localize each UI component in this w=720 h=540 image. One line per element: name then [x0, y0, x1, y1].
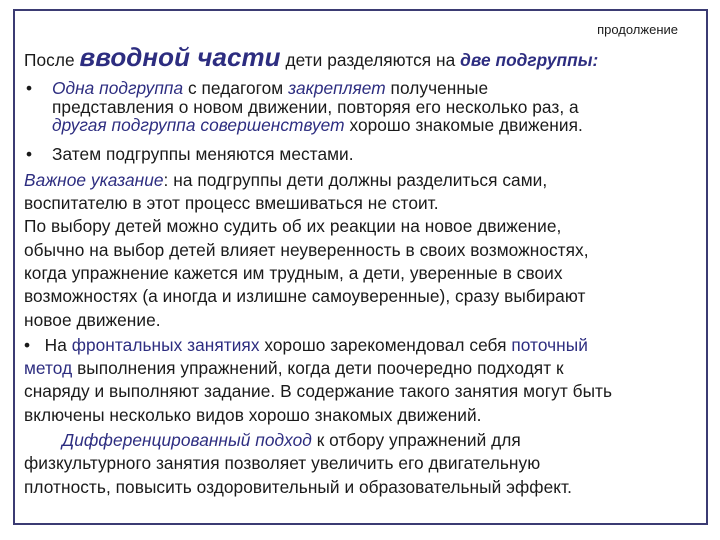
- intro-emphasis: вводной части: [79, 42, 281, 72]
- intro-middle: дети разделяются на: [280, 50, 461, 70]
- para-line4: возможностях (а иногда и излишне самоуверенные), сразу выбирают: [24, 286, 586, 307]
- choice-paragraph: [24, 215, 684, 331]
- bullet3-line3: снаряду и выполняют задание. В содержание такого занятия могут быть: [24, 381, 613, 402]
- bullet1-l1-a: Одна подгруппа: [52, 78, 184, 98]
- final-l1-a: Дифференцированный подход: [62, 430, 312, 451]
- bullet3-l1-d: поточный: [511, 334, 588, 355]
- bullet1-line3: [52, 116, 684, 135]
- bullet-subgroups: [24, 79, 684, 135]
- para-line1: По выбору детей можно судить об их реакции на новое движение,: [24, 216, 562, 237]
- continuation-label: продолжение: [597, 22, 678, 37]
- bullet3-l1-c: хорошо зарекомендовал себя: [259, 334, 512, 355]
- final-l1-b: к отбору упражнений для: [311, 430, 521, 451]
- final-line3: плотность, повысить оздоровительный и образовательный эффект.: [24, 476, 572, 497]
- para-line5: новое движение.: [24, 309, 161, 330]
- para-line3: когда упражнение кажется им трудным, а дети, уверенные в своих: [24, 262, 563, 283]
- bullet1-l3-c: совершенствует: [200, 115, 345, 135]
- bullet2-text: Затем подгруппы меняются местами.: [52, 143, 354, 164]
- bullet-icon: •: [24, 334, 31, 355]
- bullet-frontal: [24, 334, 684, 427]
- final-line2: физкультурного занятия позволяет увеличить его двигательную: [24, 453, 541, 474]
- bullet1-line1: [52, 79, 684, 98]
- intro-before: После: [24, 50, 80, 70]
- bullet1-line2: представления о новом движении, повторяя его несколько раз, а: [52, 96, 579, 117]
- slide-content: [24, 40, 684, 499]
- bullet1-l3-d: хорошо знакомые движения.: [344, 115, 583, 135]
- note-label: Важное указание: [24, 169, 164, 190]
- note-line2: воспитателю в этот процесс вмешиваться не стоит.: [24, 193, 439, 214]
- final-line1: [24, 429, 684, 452]
- bullet1-l1-d: полученные: [385, 78, 489, 98]
- bullet3-l2-a: метод: [24, 358, 73, 379]
- bullet1-l3-a: другая подгруппа: [52, 115, 196, 135]
- note-line1: [24, 169, 684, 192]
- bullet3-line1: [24, 334, 684, 357]
- bullet1-l1-c: закрепляет: [288, 78, 386, 98]
- bullet3-l2-b: выполнения упражнений, когда дети поочередно подходят к: [72, 358, 564, 379]
- bullet-swap: [24, 143, 684, 166]
- note-l1-rest: : на подгруппы дети должны разделиться сами,: [163, 169, 548, 190]
- bullet1-l1-b: с педагогом: [183, 78, 289, 98]
- bullet-icon: •: [26, 143, 33, 164]
- final-paragraph: [24, 429, 684, 499]
- bullet-icon: •: [26, 78, 33, 98]
- intro-line: [24, 40, 684, 77]
- intro-groups: две подгруппы:: [460, 50, 599, 70]
- para-line2: обычно на выбор детей влияет неуверенность в своих возможностях,: [24, 239, 589, 260]
- bullet3-l1-b: фронтальных занятиях: [71, 334, 260, 355]
- bullet3-line2: [24, 357, 684, 380]
- bullet3-line4: включены несколько видов хорошо знакомых движений.: [24, 404, 482, 425]
- bullet3-l1-a: На: [44, 334, 72, 355]
- important-note: [24, 169, 684, 216]
